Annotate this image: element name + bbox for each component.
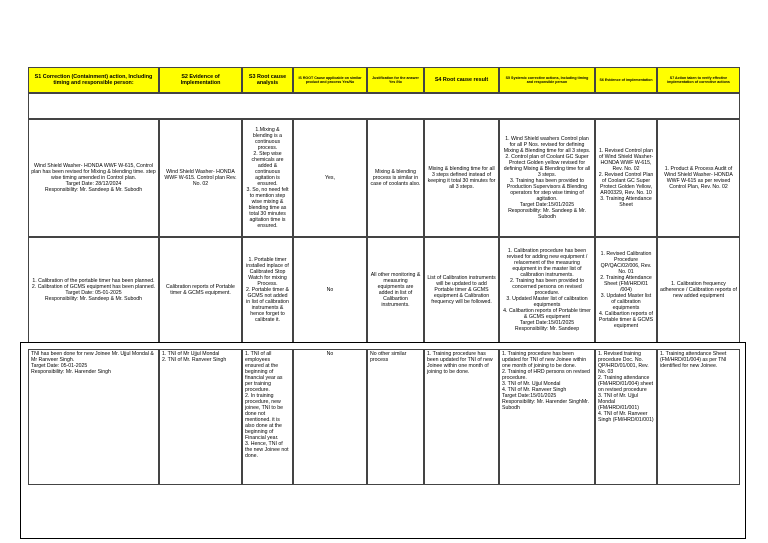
header-s2: S2 Evidence of Implementation <box>159 67 242 93</box>
row2-s2: Calibration reports of Portable timer & GCMS equipment. <box>159 237 242 343</box>
row1-is-root: Yes, <box>293 119 367 237</box>
row3-s6: 1. Revised training procedure Doc. No. QP/HRD/01/001, Rev. No. 03 2. Training attendance (FM/HRD/01/004) sheet on revised procedure 3. TNI of Mr. Ujjul Mondal (FM/HRD/01/001) 4. TNI of Mr. Ranveer Singh (FM/HRD/01/001) <box>595 349 657 485</box>
header-s7: S7 Action taken to verify effective implementation of corrective actions <box>657 67 740 93</box>
row1-s2: Wind Shield Washer- HONDA WWF W-615. Control plan Rev. No. 02 <box>159 119 242 237</box>
row3-s3: 1. TNI of all employees ensured at the beginning of financial year as per training procedure. 2. In training procedure, new joinee, TNI to be done not mentioned. it is also done at the beginning of Financial year. 3. Hence, TNI of the new Joinee not done. <box>242 349 293 485</box>
row2-s6: 1. Revised Calibration Procedure QP/QAC/02/006, Rev. No. 01 2. Training Attendance Sheet (FM/HRD/01 /004) 3. Updated Master list of calibration equipments 4. Calibartion reports of Portable timer & GCMS equipment <box>595 237 657 343</box>
row3-justification: No other similar process <box>367 349 424 485</box>
row1-s5: 1. Wind Shield washers Control plan for all P Nos. revised for defining Mixing & Blending time for all 3 steps. 2. Control plan of Coolant GC Super Protect Golden yellow revised for defining Mixing & Blending time for all 3 steps. 3. Training has been provided to Production Supervisors & Blending operators for step wise timing of agitation. Target Date:15/01/2025 Responsibility: Mr. Sandeep & Mr. Subodh <box>499 119 595 237</box>
header-s4: S4 Root cause result <box>424 67 499 93</box>
row2-s3: 1. Portable timer installed inplace of Calibrated Stop Watch for mixing Process. 2. Portable timer & GCMS not added in list of calibration instruments & hence forget to calibrate it. <box>242 237 293 343</box>
section-frame <box>20 342 746 539</box>
header-s5: S5 Systemic corrective actions, Including timing and responsible person <box>499 67 595 93</box>
row1-s7: 1. Product & Process Audit of Wind Shield Washer- HONDA WWF W-615 as per revised Control Plan, Rev. No. 02 <box>657 119 740 237</box>
row1-s6: 1. Revised Control plan of Wind Shield Washer- HONDA WWF W-615, Rev. No. 02 2. Revised Control Plan of Coolant GC Super Protect Golden Yellow, AR00329, Rev. No. 10 3. Training Attendance Sheet <box>595 119 657 237</box>
row3-s2: 1. TNI of Mr Ujjul Mondal 2. TNI of Mr. Ranveer Singh <box>159 349 242 485</box>
row3-is-root: No <box>293 349 367 485</box>
row1-s4: Mixing & blending time for all 3 steps defined instead of keeping it total 30 minutes for all 3 steps. <box>424 119 499 237</box>
row2-justification: All other monitoring & measuring equipments are added in list of Calibartion instruments. <box>367 237 424 343</box>
row3-s5: 1. Training procedure has been updated for TNI of new Joinee within one month of joining to be done. 2. Training of HRD persons on revised procedure. 3. TNI of Mr. Ujjul Mondal 4. TNI of Mr. Ranveer Singh Target Date:15/01/2025 Responsibility: Mr. Harender SinghMr. Subodh <box>499 349 595 485</box>
row1-s3: 1.Mixing & blending is a continuous process. 2. Step wise chemicals are added & continuous agitation is ensured. 3. So, no need felt to mention step wise mixing & blending time as total 30 minutes agitation time is ensured. <box>242 119 293 237</box>
header-s3: S3 Root cause analysis <box>242 67 293 93</box>
spacer-row <box>28 93 740 119</box>
row3-s7: 1. Training attendance Sheet (FM/HRD/01/004) as per TNI identified for new Joinee. <box>657 349 740 485</box>
row3-s4: 1. Training procedure has been updated for TNI of new Joinee within one month of joining to be done. <box>424 349 499 485</box>
header-s1: S1 Correction (Containment) action, Including timing and responsible person: <box>28 67 159 93</box>
row2-s1: 1. Calibration of the portable timer has been planned. 2. Calibration of GCMS equipment has been planned. Target Date: 05-01-2025 Responsibility: Mr. Sandeep & Mr. Subodh <box>28 237 159 343</box>
row3-s1: TNI has been done for new Joinee Mr. Ujjul Mondal & Mr Ranveer Singh. Target Date: 05-01-2025 Responsibility: Mr. Harender Singh <box>28 349 159 485</box>
header-justification: Justification for the answer Yes /No <box>367 67 424 93</box>
row2-s5: 1. Calibration procedure has been revised for adding new equipment / relacement of the measuring equipment in the master list of calibration instruments. 2. Training has been provided to concerned persons on revised procedure. 3. Updated Master list of calibration equipments 4. Calibartion reports of Portable timer & GCMS equipment Target Date:15/01/2025 Responsibility: Mr. Sandeep <box>499 237 595 343</box>
row1-justification: Mixing & blending process is similar in case of coolants also. <box>367 119 424 237</box>
header-is-root: IS ROOT Cause applicable on similar product and process Yes/No <box>293 67 367 93</box>
row1-s1: Wind Shield Washer- HONDA WWF W-615, Control plan has been revised for Mixing & blending time. step wise timing amended in Control plan. Target Date: 28/12/2024 Responsibility: Mr. Sandeep & Mr. Subodh <box>28 119 159 237</box>
header-s6: S6 Evidence of implementation <box>595 67 657 93</box>
row2-is-root: No <box>293 237 367 343</box>
row2-s7: 1. Calibration frequency adherence / Calibration reports of new added equipment <box>657 237 740 343</box>
row2-s4: List of Calibration instruments will be updated to add Portable timer & GCMS equipment & Calibration frequency will be followed. <box>424 237 499 343</box>
